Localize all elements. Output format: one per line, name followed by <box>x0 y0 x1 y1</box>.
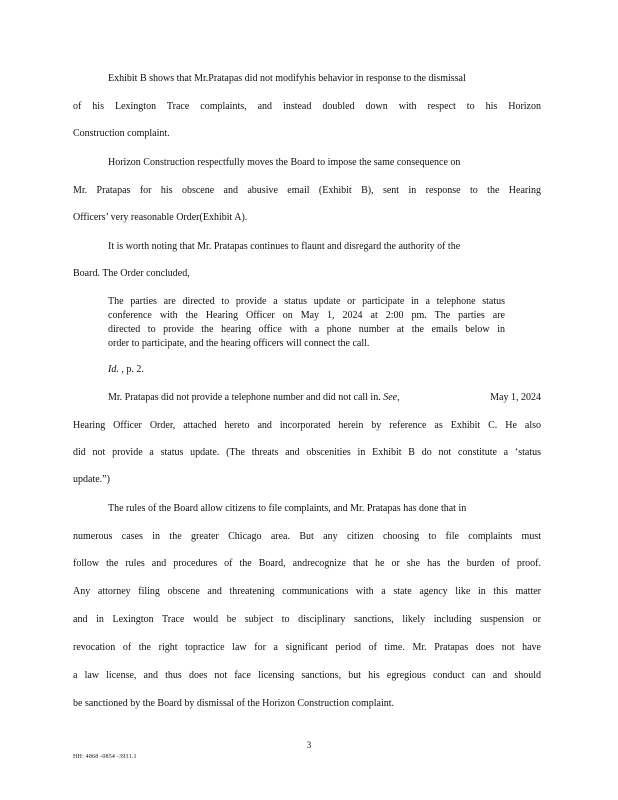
paragraph-4-line-1-end: May 1, 2024 <box>490 392 541 403</box>
block-quote-line-3: directed to provide the hearing office with a phone number at the emails below in <box>108 324 505 335</box>
paragraph-5-line-5: and in Lexington Trace would be subject to disciplinary sanctions, likely including suspension or <box>73 614 541 625</box>
page-number: 3 <box>306 740 312 750</box>
citation <box>108 364 144 376</box>
paragraph-3-line-2: Board. The Order concluded, <box>73 268 190 279</box>
paragraph-5-line-4: Any attorney filing obscene and threatening communications with a state agency like in this matter <box>73 586 541 597</box>
block-quote-line-1: The parties are directed to provide a status update or participate in a telephone status <box>108 296 505 307</box>
paragraph-2-line-3: Officers’ very reasonable Order(Exhibit A). <box>73 212 248 223</box>
paragraph-3-line-1: It is worth noting that Mr. Pratapas continues to flaunt and disregard the authority of the <box>108 241 461 252</box>
paragraph-5-line-7: a law license, and thus does not face licensing sanctions, but his egregious conduct can and should <box>73 670 541 681</box>
citation-page: , p. 2. <box>118 364 144 375</box>
block-quote-line-2: conference with the Hearing Officer on May 1, 2024 at 2:00 pm. The parties are <box>108 310 505 321</box>
paragraph-1-line-2: of his Lexington Trace complaints, and instead doubled down with respect to his Horizon <box>73 101 541 112</box>
paragraph-4-line-3: did not provide a status update. (The threats and obscenities in Exhibit B do not constitute a ‘status <box>73 447 541 458</box>
paragraph-5-line-8: be sanctioned by the Board by dismissal of the Horizon Construction complaint. <box>73 698 395 709</box>
paragraph-1-line-1: Exhibit B shows that Mr.Pratapas did not modifyhis behavior in response to the dismissal <box>108 73 466 84</box>
document-id: HH: 4868 -0854 -3931.1 <box>73 754 137 760</box>
paragraph-5-line-6: revocation of the right topractice law for a significant period of time. Mr. Pratapas does not have <box>73 642 541 653</box>
paragraph-2-line-1: Horizon Construction respectfully moves the Board to impose the same consequence on <box>108 157 461 168</box>
citation-id: Id. <box>108 364 119 375</box>
block-quote-line-4: order to participate, and the hearing officers will connect the call. <box>108 338 370 349</box>
paragraph-5-line-2: numerous cases in the greater Chicago area. But any citizen choosing to file complaints must <box>73 531 541 542</box>
see-signal: See, <box>383 392 400 403</box>
paragraph-1-line-3: Construction complaint. <box>73 128 170 139</box>
paragraph-4-line-1-start: Mr. Pratapas did not provide a telephone number and did not call in. <box>108 392 381 403</box>
paragraph-4-line-4: update.”) <box>73 474 110 485</box>
paragraph-4-line-1 <box>108 392 541 404</box>
paragraph-4-line-2: Hearing Officer Order, attached hereto and incorporated herein by reference as Exhibit C. He also <box>73 420 541 431</box>
paragraph-2-line-2: Mr. Pratapas for his obscene and abusive email (Exhibit B), sent in response to the Hearing <box>73 185 541 196</box>
paragraph-5-line-3: follow the rules and procedures of the Board, andrecognize that he or she has the burden of proof. <box>73 558 541 569</box>
paragraph-5-line-1: The rules of the Board allow citizens to file complaints, and Mr. Pratapas has done that in <box>108 503 467 514</box>
